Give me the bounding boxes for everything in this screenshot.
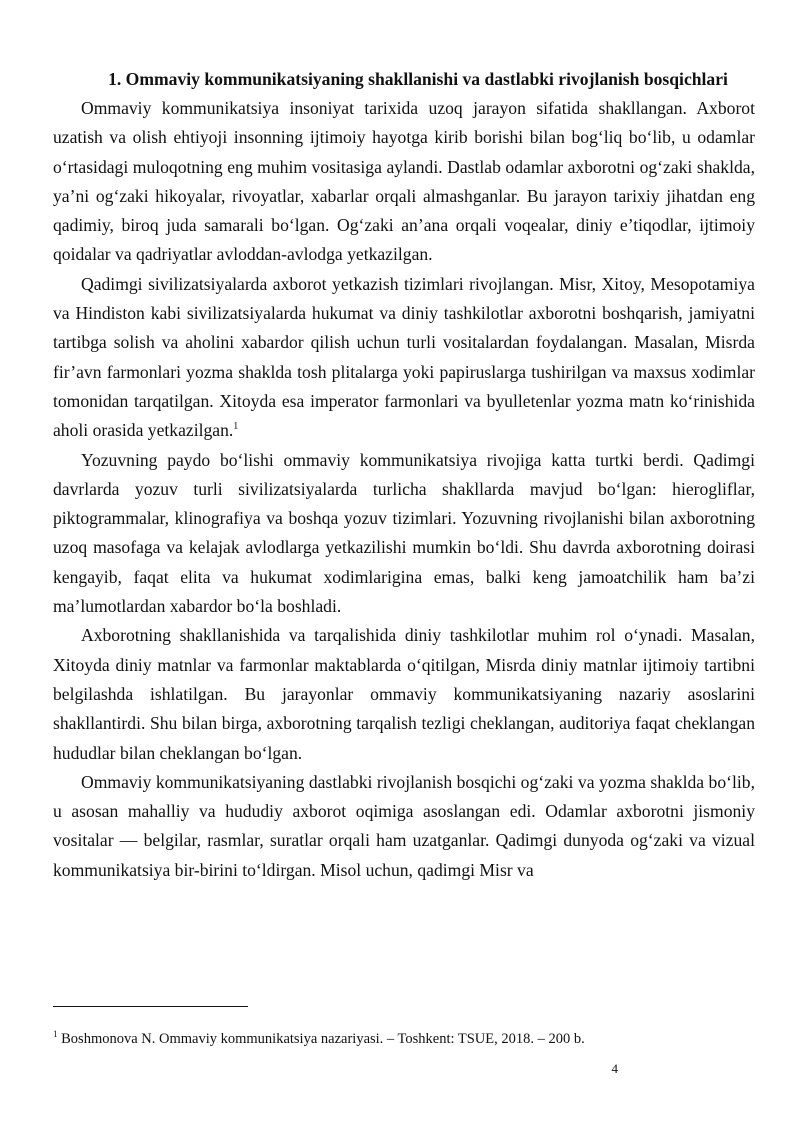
page-number: 4	[611, 1061, 618, 1076]
paragraph-text: Yozuvning paydo bo‘lishi ommaviy kommunikatsiya rivojiga katta turtki berdi. Qadimgi davrlarda yozuv turli sivilizatsiyalarda turlicha shakllarda mavjud bo‘lgan: hierogliflar, piktogrammalar, klinografiya va boshqa yozuv tizimlari. Yozuvning rivojlanishi bilan axborotning uzoq masofaga va kelajak avlodlarga yetkazilishi mumkin bo‘ldi. Shu davrda axborotning doirasi kengayib, faqat elita va hukumat xodimlarigina emas, balki keng jamoatchilik ham ba’zi ma’lumotlardan xabardor bo‘la boshladi.	[53, 449, 755, 617]
paragraph-text: Ommaviy kommunikatsiyaning dastlabki rivojlanish bosqichi og‘zaki va yozma shaklda bo‘lib, u asosan mahalliy va hududiy axborot oqimiga asoslangan edi. Odamlar axborotni jismoniy vositalar — belgilar, rasmlar, suratlar orqali ham uzatganlar. Qadimgi dunyoda og‘zaki va vizual kommunikatsiya bir-birini to‘ldirgan. Misol uchun, qadimgi Misr va	[53, 771, 755, 880]
document-body	[53, 66, 755, 885]
paragraph-3	[53, 446, 755, 622]
paragraph-text: Ommaviy kommunikatsiya insoniyat tarixida uzoq jarayon sifatida shakllangan. Axborot uzatish va olish ehtiyoji insonning ijtimoiy hayotga kirib borishi bilan bog‘liq bo‘lib, u odamlar o‘rtasidagi muloqotning eng muhim vositasiga aylandi. Dastlab odamlar axborotni og‘zaki shaklda, ya’ni og‘zaki hikoyalar, rivoyatlar, xabarlar orqali almashganlar. Bu jarayon tarixiy jihatdan eng qadimiy, biroq juda samarali bo‘lgan. Og‘zaki an’ana orqali voqealar, diniy e’tiqodlar, ijtimoiy qoidalar va qadriyatlar avloddan-avlodga yetkazilgan.	[53, 98, 755, 265]
paragraph-2	[53, 270, 755, 446]
paragraph-text: Axborotning shakllanishida va tarqalishida diniy tashkilotlar muhim rol o‘ynadi. Masalan, Xitoyda diniy matnlar va farmonlar maktablarda o‘qitilgan, Misrda diniy matnlar ijtimoiy tartibni belgilashda ishlatilgan. Bu jarayonlar ommaviy kommunikatsiyaning nazariy asoslarini shakllantirdi. Shu bilan birga, axborotning tarqalish tezligi cheklangan, auditoriya faqat cheklangan hududlar bilan cheklangan bo‘lgan.	[53, 625, 755, 763]
paragraph-4	[53, 621, 755, 767]
footnote-text: Boshmonova N. Ommaviy kommunikatsiya nazariyasi. – Toshkent: TSUE, 2018. – 200 b.	[57, 1031, 585, 1047]
paragraph-5	[53, 768, 755, 885]
footnote-divider	[53, 1006, 248, 1007]
paragraph-1	[53, 94, 755, 270]
footnote	[53, 1029, 755, 1049]
footnote-number: 1	[53, 1029, 58, 1040]
section-heading: 1. Ommaviy kommunikatsiyaning shakllanishi va dastlabki rivojlanish bosqichlari	[108, 69, 728, 89]
footnote-reference[interactable]: 1	[233, 421, 239, 433]
paragraph-text: Qadimgi sivilizatsiyalarda axborot yetkazish tizimlari rivojlangan. Misr, Xitoy, Mesopotamiya va Hindiston kabi sivilizatsiyalarda hukumat va diniy tashkilotlar axborotni boshqarish, jamiyatni tartibga solish va aholini xabardor qilish uchun turli vositalardan foydalangan. Masalan, Misrda fir’avn farmonlari yozma shaklda tosh plitalarga yoki papiruslarga tushirilgan va maxsus xodimlar tomonidan tarqatilgan. Xitoyda esa imperator farmonlari va byulletenlar yozma matn ko‘rinishida aholi orasida yetkazilgan.	[53, 273, 755, 441]
